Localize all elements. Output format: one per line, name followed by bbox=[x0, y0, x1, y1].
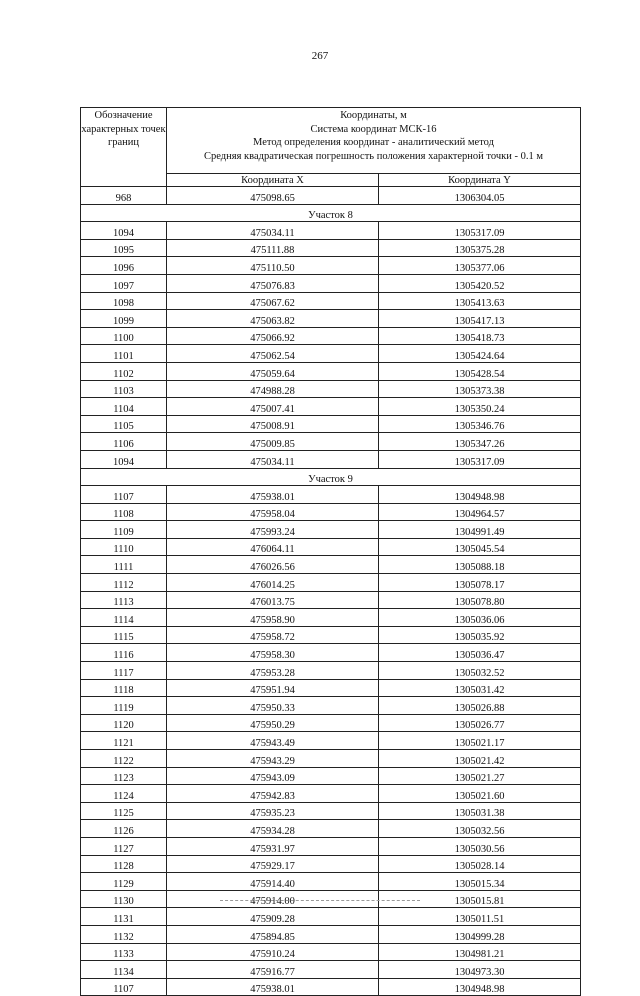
point-id-cell: 1109 bbox=[81, 521, 167, 539]
coordinates-table-body bbox=[81, 108, 581, 996]
coord-x-cell: 475934.28 bbox=[167, 820, 379, 838]
table-row bbox=[81, 274, 581, 292]
header-line-method: Метод определения координат - аналитический метод bbox=[253, 137, 494, 148]
coord-x-cell: 475916.77 bbox=[167, 961, 379, 979]
table-row bbox=[81, 837, 581, 855]
table-row bbox=[81, 714, 581, 732]
table-row bbox=[81, 486, 581, 504]
point-id-cell: 1113 bbox=[81, 591, 167, 609]
point-id-cell: 1107 bbox=[81, 486, 167, 504]
table-row bbox=[81, 750, 581, 768]
coord-y-cell: 1304973.30 bbox=[379, 961, 581, 979]
table-row bbox=[81, 978, 581, 996]
coord-y-cell: 1305026.77 bbox=[379, 714, 581, 732]
table-row bbox=[81, 785, 581, 803]
point-id-cell: 1133 bbox=[81, 943, 167, 961]
coord-y-cell: 1305417.13 bbox=[379, 310, 581, 328]
point-id-cell: 1117 bbox=[81, 662, 167, 680]
coord-x-cell: 475009.85 bbox=[167, 433, 379, 451]
coord-y-cell: 1305346.76 bbox=[379, 415, 581, 433]
coord-y-cell: 1305032.56 bbox=[379, 820, 581, 838]
table-row bbox=[81, 415, 581, 433]
point-id-cell: 1114 bbox=[81, 609, 167, 627]
table-row bbox=[81, 732, 581, 750]
coord-x-cell: 475953.28 bbox=[167, 662, 379, 680]
table-header-row bbox=[81, 108, 581, 174]
coord-y-cell: 1304964.57 bbox=[379, 503, 581, 521]
page-number: 267 bbox=[311, 50, 329, 62]
point-id-cell: 1124 bbox=[81, 785, 167, 803]
point-id-cell: 1134 bbox=[81, 961, 167, 979]
coord-y-cell: 1305021.60 bbox=[379, 785, 581, 803]
point-id-cell: 1119 bbox=[81, 697, 167, 715]
coord-x-cell: 475894.85 bbox=[167, 925, 379, 943]
point-id-cell: 1121 bbox=[81, 732, 167, 750]
point-id-cell: 1103 bbox=[81, 380, 167, 398]
table-row bbox=[81, 802, 581, 820]
point-id-cell: 1098 bbox=[81, 292, 167, 310]
table-row bbox=[81, 222, 581, 240]
point-id-cell: 1122 bbox=[81, 750, 167, 768]
coord-y-cell: 1305015.81 bbox=[379, 890, 581, 908]
coord-y-cell: 1304999.28 bbox=[379, 925, 581, 943]
table-row bbox=[81, 398, 581, 416]
coord-y-cell: 1305045.54 bbox=[379, 538, 581, 556]
coord-y-cell: 1304948.98 bbox=[379, 978, 581, 996]
coord-x-cell: 475910.24 bbox=[167, 943, 379, 961]
header-line-system: Система координат МСК-16 bbox=[310, 123, 437, 135]
point-id-cell: 1128 bbox=[81, 855, 167, 873]
point-id-cell: 1129 bbox=[81, 873, 167, 891]
table-row bbox=[81, 961, 581, 979]
point-id-cell: 1110 bbox=[81, 538, 167, 556]
point-id-cell: 968 bbox=[81, 187, 167, 205]
table-row bbox=[81, 767, 581, 785]
coord-y-cell: 1305028.14 bbox=[379, 855, 581, 873]
table-row bbox=[81, 626, 581, 644]
coord-x-cell: 475067.62 bbox=[167, 292, 379, 310]
coord-x-cell: 475958.90 bbox=[167, 609, 379, 627]
coord-y-cell: 1306304.05 bbox=[379, 187, 581, 205]
col-y-header: Координата Y bbox=[379, 174, 581, 187]
coord-x-cell: 475951.94 bbox=[167, 679, 379, 697]
coord-y-cell: 1305418.73 bbox=[379, 327, 581, 345]
coord-y-cell: 1304991.49 bbox=[379, 521, 581, 539]
table-row bbox=[81, 591, 581, 609]
point-id-cell: 1101 bbox=[81, 345, 167, 363]
table-row bbox=[81, 609, 581, 627]
table-row bbox=[81, 943, 581, 961]
coord-y-cell: 1305377.06 bbox=[379, 257, 581, 275]
coord-x-cell: 475063.82 bbox=[167, 310, 379, 328]
coord-x-cell: 474988.28 bbox=[167, 380, 379, 398]
table-row bbox=[81, 855, 581, 873]
point-id-cell: 1096 bbox=[81, 257, 167, 275]
coord-x-cell: 475098.65 bbox=[167, 187, 379, 205]
point-id-cell: 1112 bbox=[81, 574, 167, 592]
coord-y-cell: 1305036.47 bbox=[379, 644, 581, 662]
coord-x-cell: 475993.24 bbox=[167, 521, 379, 539]
coord-y-cell: 1305030.56 bbox=[379, 837, 581, 855]
table-row bbox=[81, 310, 581, 328]
table-row bbox=[81, 697, 581, 715]
point-id-cell: 1111 bbox=[81, 556, 167, 574]
table-row bbox=[81, 679, 581, 697]
table-row bbox=[81, 450, 581, 468]
point-id-cell: 1120 bbox=[81, 714, 167, 732]
coord-y-cell: 1304981.21 bbox=[379, 943, 581, 961]
table-row bbox=[81, 345, 581, 363]
coord-y-cell: 1305375.28 bbox=[379, 239, 581, 257]
coord-x-cell: 475909.28 bbox=[167, 908, 379, 926]
table-row bbox=[81, 433, 581, 451]
coord-y-cell: 1305317.09 bbox=[379, 222, 581, 240]
coord-x-cell: 475929.17 bbox=[167, 855, 379, 873]
table-row bbox=[81, 574, 581, 592]
coord-y-cell: 1305036.06 bbox=[379, 609, 581, 627]
coord-x-cell: 476026.56 bbox=[167, 556, 379, 574]
coord-x-cell: 475942.83 bbox=[167, 785, 379, 803]
point-designation-header: Обозначение характерных точек границ bbox=[81, 108, 167, 187]
coord-y-cell: 1305350.24 bbox=[379, 398, 581, 416]
section-row bbox=[81, 204, 581, 222]
section-title: Участок 8 bbox=[81, 204, 581, 222]
header-line-units: Координаты, м bbox=[340, 110, 407, 121]
coord-x-cell: 475938.01 bbox=[167, 486, 379, 504]
coordinates-info-header bbox=[167, 108, 581, 174]
coordinates-table bbox=[80, 107, 581, 996]
coord-x-cell: 475958.72 bbox=[167, 626, 379, 644]
coord-x-cell: 475935.23 bbox=[167, 802, 379, 820]
point-id-cell: 1126 bbox=[81, 820, 167, 838]
point-id-cell: 1099 bbox=[81, 310, 167, 328]
point-id-cell: 1102 bbox=[81, 362, 167, 380]
table-row bbox=[81, 521, 581, 539]
table-row bbox=[81, 380, 581, 398]
point-id-cell: 1107 bbox=[81, 978, 167, 996]
coord-x-cell: 476013.75 bbox=[167, 591, 379, 609]
point-id-cell: 1116 bbox=[81, 644, 167, 662]
point-id-cell: 1115 bbox=[81, 626, 167, 644]
coord-y-cell: 1305035.92 bbox=[379, 626, 581, 644]
coord-y-cell: 1305032.52 bbox=[379, 662, 581, 680]
coord-x-cell: 475111.88 bbox=[167, 239, 379, 257]
table-row bbox=[81, 662, 581, 680]
coord-x-cell: 475938.01 bbox=[167, 978, 379, 996]
table-row bbox=[81, 644, 581, 662]
coord-x-cell: 475943.29 bbox=[167, 750, 379, 768]
coord-x-cell: 475958.30 bbox=[167, 644, 379, 662]
table-row bbox=[81, 908, 581, 926]
table-row bbox=[81, 327, 581, 345]
coord-x-cell: 475007.41 bbox=[167, 398, 379, 416]
point-id-cell: 1131 bbox=[81, 908, 167, 926]
coord-x-cell: 475943.49 bbox=[167, 732, 379, 750]
header-line-error: Средняя квадратическая погрешность положения характерной точки - 0.1 м bbox=[204, 150, 543, 162]
section-title: Участок 9 bbox=[81, 468, 581, 486]
coord-x-cell: 475076.83 bbox=[167, 274, 379, 292]
coord-x-cell: 475943.09 bbox=[167, 767, 379, 785]
coord-y-cell: 1305413.63 bbox=[379, 292, 581, 310]
point-id-cell: 1094 bbox=[81, 450, 167, 468]
point-id-cell: 1095 bbox=[81, 239, 167, 257]
table-row bbox=[81, 503, 581, 521]
point-id-cell: 1127 bbox=[81, 837, 167, 855]
point-id-cell: 1105 bbox=[81, 415, 167, 433]
coord-x-cell: 475914.40 bbox=[167, 873, 379, 891]
point-id-cell: 1132 bbox=[81, 925, 167, 943]
table-row bbox=[81, 187, 581, 205]
coord-y-cell: 1305011.51 bbox=[379, 908, 581, 926]
coord-y-cell: 1305031.42 bbox=[379, 679, 581, 697]
coord-x-cell: 476064.11 bbox=[167, 538, 379, 556]
coord-y-cell: 1305021.27 bbox=[379, 767, 581, 785]
table-row bbox=[81, 820, 581, 838]
point-id-cell: 1118 bbox=[81, 679, 167, 697]
coord-x-cell: 475914.00 bbox=[167, 890, 379, 908]
point-id-cell: 1104 bbox=[81, 398, 167, 416]
coord-y-cell: 1305424.64 bbox=[379, 345, 581, 363]
coord-x-cell: 475062.54 bbox=[167, 345, 379, 363]
coord-x-cell: 475931.97 bbox=[167, 837, 379, 855]
coord-y-cell: 1305078.80 bbox=[379, 591, 581, 609]
point-id-cell: 1130 bbox=[81, 890, 167, 908]
coord-x-cell: 475950.29 bbox=[167, 714, 379, 732]
coord-x-cell: 475950.33 bbox=[167, 697, 379, 715]
coord-y-cell: 1305317.09 bbox=[379, 450, 581, 468]
table-row bbox=[81, 556, 581, 574]
coord-y-cell: 1305420.52 bbox=[379, 274, 581, 292]
table-row bbox=[81, 873, 581, 891]
coord-x-cell: 475034.11 bbox=[167, 450, 379, 468]
coord-x-cell: 475958.04 bbox=[167, 503, 379, 521]
point-id-cell: 1100 bbox=[81, 327, 167, 345]
table-row bbox=[81, 292, 581, 310]
coord-y-cell: 1305428.54 bbox=[379, 362, 581, 380]
coord-x-cell: 475059.64 bbox=[167, 362, 379, 380]
point-id-cell: 1108 bbox=[81, 503, 167, 521]
point-id-cell: 1123 bbox=[81, 767, 167, 785]
table-row bbox=[81, 257, 581, 275]
coord-y-cell: 1305026.88 bbox=[379, 697, 581, 715]
coord-y-cell: 1305021.17 bbox=[379, 732, 581, 750]
point-id-cell: 1094 bbox=[81, 222, 167, 240]
coord-x-cell: 475110.50 bbox=[167, 257, 379, 275]
coord-y-cell: 1305078.17 bbox=[379, 574, 581, 592]
coord-x-cell: 475066.92 bbox=[167, 327, 379, 345]
coord-y-cell: 1305021.42 bbox=[379, 750, 581, 768]
coord-y-cell: 1305031.38 bbox=[379, 802, 581, 820]
table-row bbox=[81, 362, 581, 380]
page-bottom-mark bbox=[220, 900, 420, 902]
coord-y-cell: 1305015.34 bbox=[379, 873, 581, 891]
table-row bbox=[81, 925, 581, 943]
coord-y-cell: 1305347.26 bbox=[379, 433, 581, 451]
coord-y-cell: 1304948.98 bbox=[379, 486, 581, 504]
col-x-header: Координата X bbox=[167, 174, 379, 187]
section-row bbox=[81, 468, 581, 486]
table-row bbox=[81, 239, 581, 257]
point-id-cell: 1106 bbox=[81, 433, 167, 451]
coord-y-cell: 1305088.18 bbox=[379, 556, 581, 574]
point-id-cell: 1097 bbox=[81, 274, 167, 292]
coord-x-cell: 475034.11 bbox=[167, 222, 379, 240]
coord-x-cell: 476014.25 bbox=[167, 574, 379, 592]
coord-y-cell: 1305373.38 bbox=[379, 380, 581, 398]
coord-x-cell: 475008.91 bbox=[167, 415, 379, 433]
point-id-cell: 1125 bbox=[81, 802, 167, 820]
table-row bbox=[81, 538, 581, 556]
